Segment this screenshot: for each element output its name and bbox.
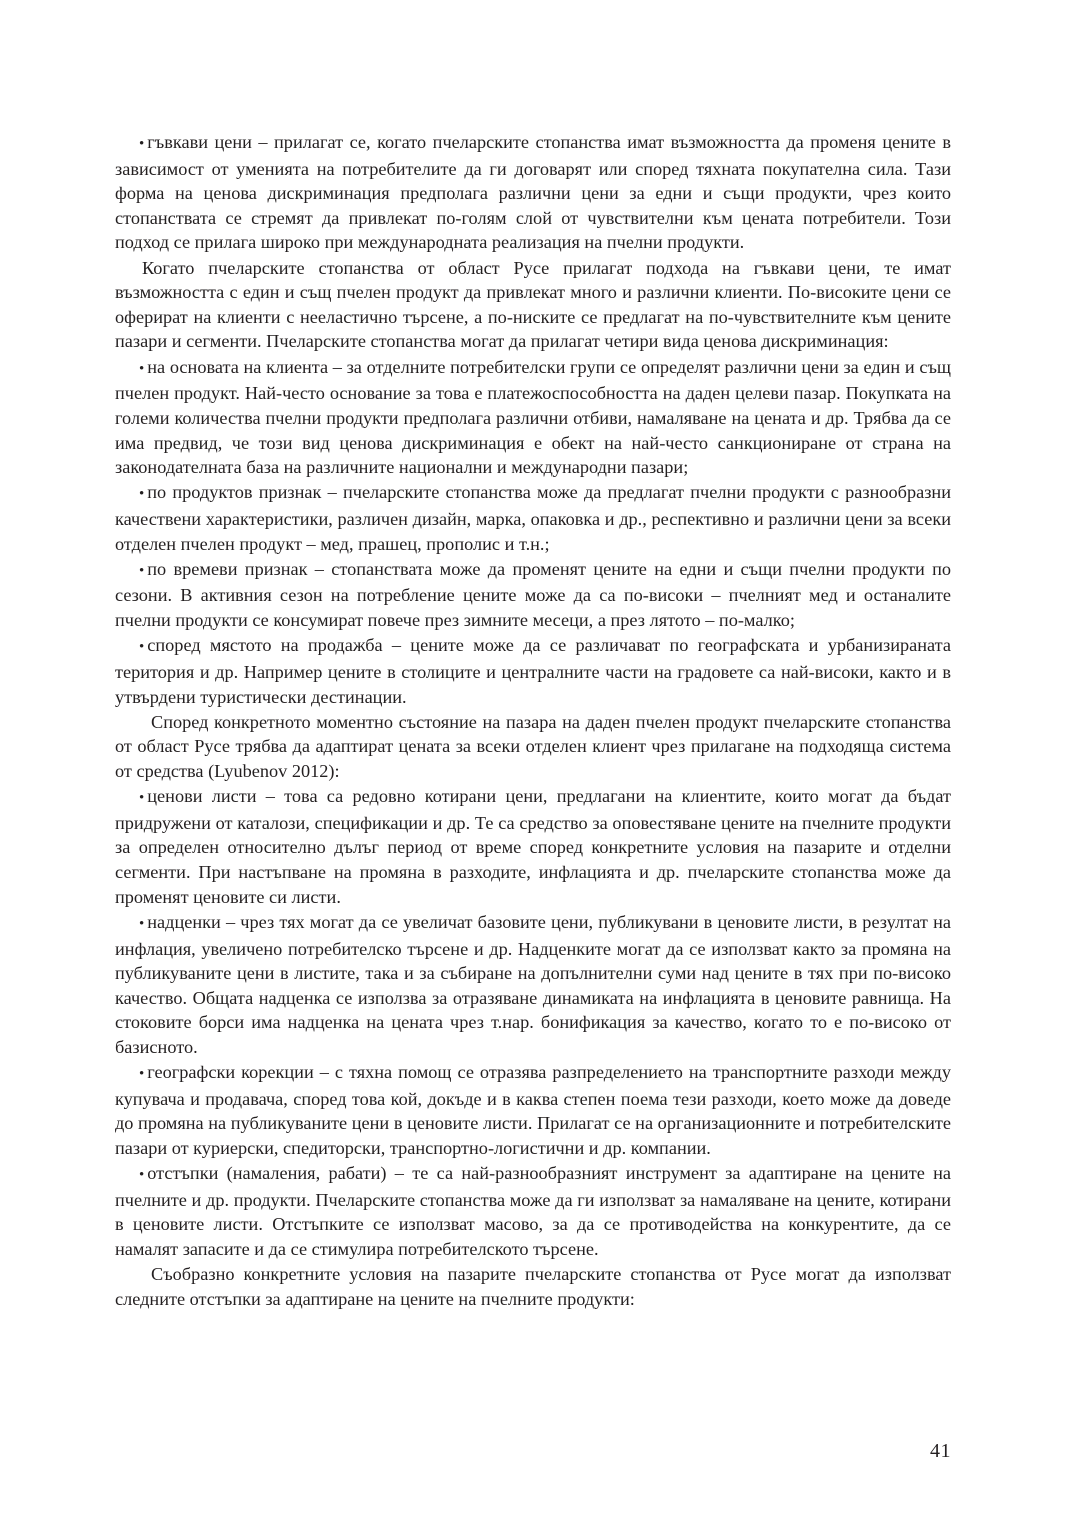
- bullet-item-time-basis: [115, 557, 951, 633]
- bullet-icon: •: [139, 915, 145, 932]
- bullet-item-geographic-corrections: [115, 1060, 951, 1160]
- page-number: 41: [930, 1440, 951, 1462]
- bullet-icon: •: [139, 562, 145, 579]
- bullet-text: гъвкави цени – прилагат се, когато пчеларските стопанства имат възможността да променя цените в зависимост от уменията на потребителите да ги договарят или според тяхната покупателна сила. Тази форма на ценова дискриминация предполага различни цени за едни и същи продукти, чрез които стопанствата се стремят да привлекат по-голям слой от чувствителни към цената потребители. Този подход се прилага широко при международната реализация на пчелни продукти.: [115, 132, 951, 253]
- paragraph-discount-intro: Съобразно конкретните условия на пазарите пчеларските стопанства от Русе могат да използват следните отстъпки за адаптиране на цените на пчелните продукти:: [115, 1264, 951, 1309]
- bullet-icon: •: [139, 639, 145, 656]
- bullet-icon: •: [139, 1167, 145, 1184]
- bullet-icon: •: [139, 486, 145, 503]
- bullet-text: по продуктов признак – пчеларските стопанства може да предлагат пчелни продукти с разнообразни качествени характеристики, различен дизайн, марка, опаковка и др., респективно и различни цени за всеки отделен пчелен продукт – мед, прашец, прополис и т.н.;: [115, 482, 951, 554]
- bullet-item-product-basis: [115, 480, 951, 556]
- bullet-text: според мястото на продажба – цените може да се различават по географската и урбанизираната територия и др. Например цените в столиците и централните части на градовете са най-високи, както и в утвърдени туристически дестинации.: [115, 635, 951, 707]
- bullet-icon: •: [139, 360, 145, 377]
- bullet-text: по времеви признак – стопанствата може да променят цените на едни и същи пчелни продукти по сезони. В активния сезон на потребление цените може да са по-високи – пчелният мед и останалите пчелни продукти се консумират повече през зимните месеци, а през лятото – по-малко;: [115, 558, 951, 631]
- paragraph-market-state: Според конкретното моментно състояние на пазара на даден пчелен продукт пчеларските стопанства от област Русе трябва да адаптират цената за всеки отделен клиент чрез прилагане на подходяща система от средства (Lyubenov 2012):: [115, 711, 951, 781]
- bullet-text: надценки – чрез тях могат да се увеличат базовите цени, публикувани в ценовите листи, в резултат на инфлация, увеличено потребителско търсене и др. Надценките могат да се използват както за промяна на публикуваните цени в листите, така и за събиране на допълнителни суми над цените в тях при по-високо качество. Общата надценка се използва за отразяване динамиката на инфлацията в ценовите равнища. На стоковите борси има надценка на цената чрез т.нар. бонификация за качество, когато то е по-високо от базисното.: [115, 911, 951, 1057]
- bullet-item-discounts: [115, 1161, 951, 1261]
- bullet-text: географски корекции – с тяхна помощ се отразява разпределението на транспортните разходи между купувача и продавача, според това кой, докъде и в каква степен поема тези разходи, което може да доведе до промяна на публикуваните цени в ценовите листи. Прилагат се на организационните и потребителските пазари от куриерски, спедиторски, транспортно-логистични и др. компании.: [115, 1062, 951, 1158]
- page-body: [115, 130, 951, 1312]
- bullet-icon: •: [139, 136, 145, 152]
- bullet-icon: •: [139, 790, 145, 807]
- paragraph-flexible-approach: Когато пчеларските стопанства от област Русе прилагат подхода на гъвкави цени, те имат възможността с един и същ пчелен продукт да привлекат много и различни клиенти. По-високите цени се оферират на клиенти с нееластично търсене, а по-ниските се предлагат на по-чувствителните към цените пазари и сегменти. Пчеларските стопанства могат да прилагат четири вида ценова дискриминация:: [115, 257, 951, 352]
- bullet-icon: •: [139, 1066, 145, 1083]
- bullet-item-place-basis: [115, 633, 951, 709]
- bullet-text: отстъпки (намаления, рабати) – те са най-разнообразният инструмент за адаптиране на цените на пчелните и др. продукти. Пчеларските стопанства може да ги използват за намаляване на цените, котирани в ценовите листи. Отстъпките се използват масово, за да се противодейства на конкурентите, да се намалят запасите и да се стимулира потребителското търсене.: [115, 1163, 951, 1259]
- bullet-item-markups: [115, 910, 951, 1060]
- bullet-item-price-lists: [115, 784, 951, 909]
- bullet-text: ценови листи – това са редовно котирани цени, предлагани на клиентите, които могат да бъдат придружени от каталози, спецификации и др. Те са средство за оповестяване цените на пчелните продукти за определен относително дълъг период от време според конкретните условия на пазарите и отделни сегменти. При настъпване на промяна в разходите, инфлацията и др. пчеларските стопанства може да променят ценовите си листи.: [115, 786, 951, 907]
- bullet-item-flexible-prices: [115, 130, 951, 255]
- bullet-text: на основата на клиента – за отделните потребителски групи се определят различни цени за един и същ пчелен продукт. Най-често основание за това е платежоспособността на даден целеви пазар. Покупката на големи количества пчелни продукти предполага различни отбиви, намаляване на цената и др. Трябва да се има предвид, че този вид ценова дискриминация е обект на най-често санкциониране от страна на законодателната база на различните национални и международни пазари;: [115, 356, 951, 478]
- bullet-item-customer-basis: [115, 355, 951, 480]
